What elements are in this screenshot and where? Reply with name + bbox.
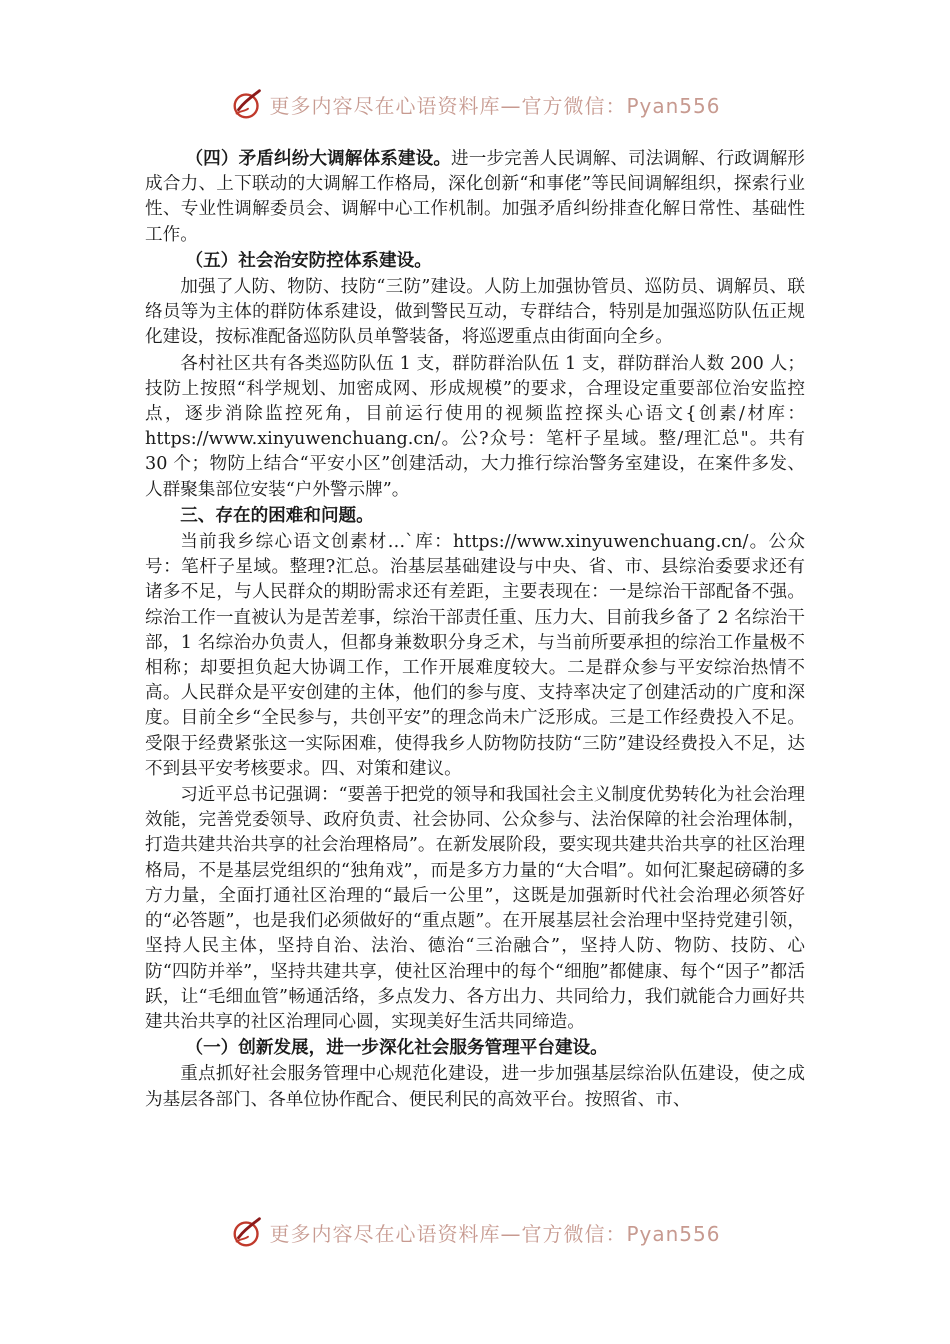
- heading-difficulties: [145, 503, 805, 529]
- heading-security-system: [145, 248, 805, 274]
- watermark-banner-bottom: [0, 1212, 950, 1252]
- hand-pen-logo-icon: [229, 85, 267, 123]
- watermark-text: 更多内容尽在心语资料库—官方微信：Pyan556: [269, 1221, 721, 1246]
- paragraph-text: 当前我乡综心语文创素材…`库：https://www.xinyuwenchuang.cn/。公众号：笔杆子星域。整理?汇总。治基层基础建设与中央、省、市、县综治委要求还有诸多不足，与人民群众的期盼需求还有差距，主要表现在：一是综治干部配备不强。综治工作一直被认为是苦差事，综治干部责任重、压力大、目前我乡备了 2 名综治干部，1 名综治办负责人，但都身兼数职分身乏术，与当前所要承担的综治工作量极不相称；却要担负起大协调工作，工作开展难度较大。二是群众参与平安综治热情不高。人民群众是平安创建的主体，他们的参与度、支持率决定了创建活动的广度和深度。目前全乡“全民参与，共创平安”的理念尚未广泛形成。三是工作经费投入不足。受限于经费紧张这一实际困难，使得我乡人防物防技防“三防”建设经费投入不足，达不到县平安考核要求。四、对策和建议。: [145, 532, 805, 779]
- paragraph-text: 各村社区共有各类巡防队伍 1 支，群防群治队伍 1 支，群防群治人数 200 人；技防上按照“科学规划、加密成网、形成规模”的要求，合理设定重要部位治安监控点，逐步消除监控死角，目前运行使用的视频监控探头心语文{创素/材库：https://www.xinyuwenchuang.cn/。公?众号：笔杆子星域。整/理汇总"。共有 30 个；物防上结合“平安小区”创建活动，大力推行综治警务室建设，在案件多发、人群聚集部位安装“户外警示牌”。: [145, 353, 805, 500]
- hand-pen-logo-icon: [229, 1213, 267, 1251]
- paragraph-mediation: [145, 146, 805, 248]
- document-body: [145, 146, 805, 1113]
- paragraph-heading: （五）社会治安防控体系建设。: [185, 249, 432, 271]
- paragraph-heading: （一）创新发展，进一步深化社会服务管理平台建设。: [185, 1037, 608, 1059]
- paragraph-three-defenses: [145, 274, 805, 351]
- paragraph-text: 习近平总书记强调：“要善于把党的领导和我国社会主义制度优势转化为社会治理效能，完善党委领导、政府负责、社会协同、公众参与、法治保障的社会治理体制，打造共建共治共享的社会治理格局”。在新发展阶段，要实现共建共治共享的社区治理格局，不是基层党组织的“独角戏”，而是多方力量的“大合唱”。如何汇聚起磅礴的多方力量，全面打通社区治理的“最后一公里”，这既是加强新时代社会治理必须答好的“必答题”，也是我们必须做好的“重点题”。在开展基层社会治理中坚持党建引领，坚持人民主体，坚持自治、法治、德治“三治融合”，坚持人防、物防、技防、心防“四防并举”，坚持共建共享，使社区治理中的每个“细胞”都健康、每个“因子”都活跃，让“毛细血管”畅通活络，多点发力、各方出力、共同给力，我们就能合力画好共建共治共享的社区治理同心圆，实现美好生活共同缔造。: [145, 785, 805, 1032]
- paragraph-problems: [145, 529, 805, 782]
- watermark-text: 更多内容尽在心语资料库—官方微信：Pyan556: [269, 93, 721, 118]
- paragraph-text: 加强了人防、物防、技防“三防”建设。人防上加强协管员、巡防员、调解员、联络员等为主体的群防体系建设，做到警民互动，专群结合，特别是加强巡防队伍正规化建设，按标准配备巡防队员单警装备，将巡逻重点由街面向全乡。: [145, 277, 805, 348]
- heading-innovation: [145, 1035, 805, 1061]
- paragraph-heading: （四）矛盾纠纷大调解体系建设。: [185, 148, 452, 169]
- paragraph-patrol-teams: [145, 351, 805, 503]
- paragraph-text: 重点抓好社会服务管理中心规范化建设，进一步加强基层综治队伍建设，使之成为基层各部门、各单位协作配合、便民利民的高效平台。按照省、市、: [145, 1064, 805, 1110]
- paragraph-governance-quote: [145, 782, 805, 1035]
- paragraph-heading: 三、存在的困难和问题。: [180, 504, 374, 526]
- watermark-banner-top: [0, 84, 950, 124]
- paragraph-text: 进一步完善人民调解、司法调解、行政调解形成合力、上下联动的大调解工作格局，深化创新“和事佬”等民间调解组织，探索行业性、专业性调解委员会、调解中心工作机制。加强矛盾纠纷排查化解日常性、基础性工作。: [145, 149, 805, 245]
- paragraph-service-center: [145, 1061, 805, 1112]
